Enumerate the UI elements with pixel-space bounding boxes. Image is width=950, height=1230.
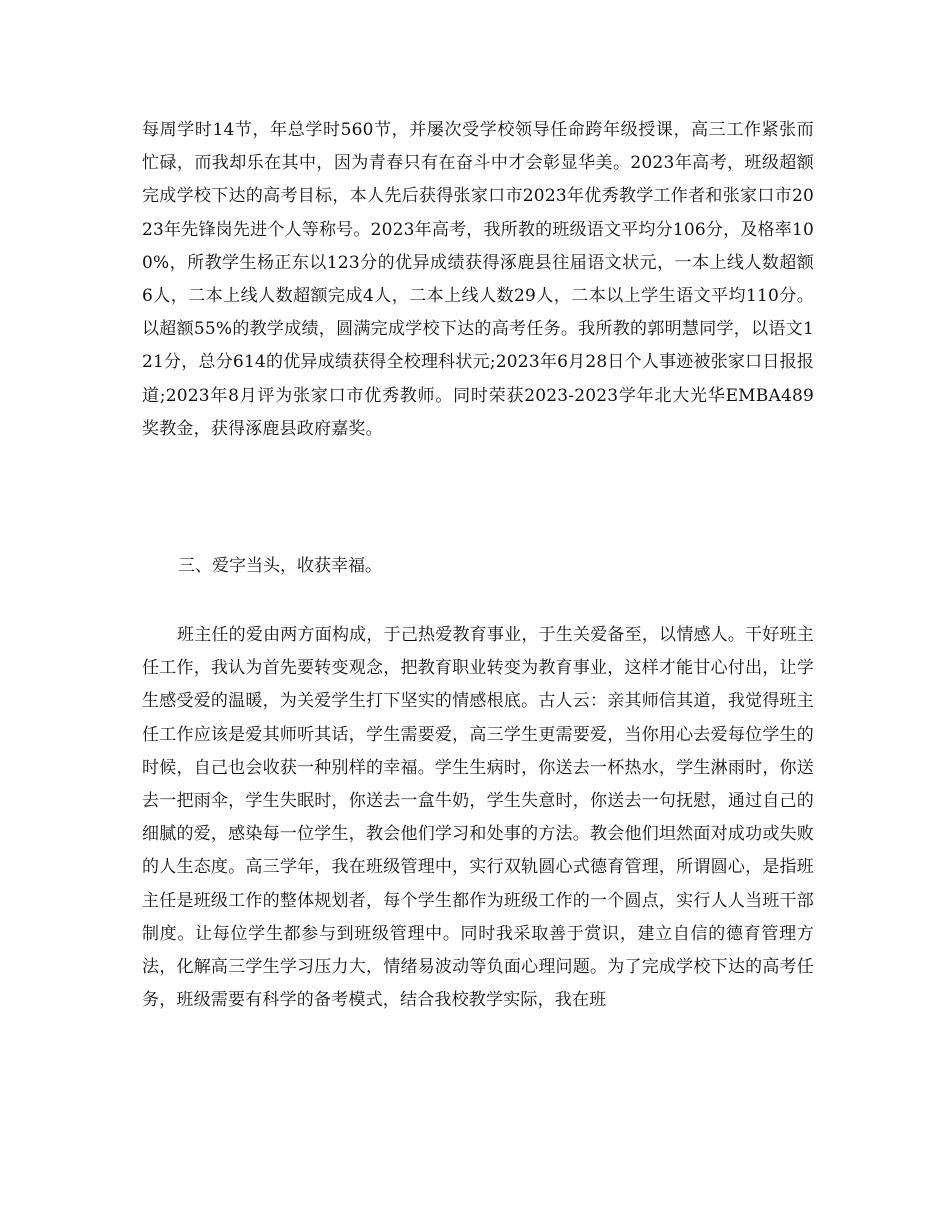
section-heading: 三、爱字当头，收获幸福。 [178,556,382,576]
body-paragraph-love: 班主任的爱由两方面构成，于己热爱教育事业，于生关爱备至，以情感人。干好班主任工作，我认为首先要转变观念，把教育职业转变为教育事业，这样才能甘心付出，让学生感受爱的温暖，为关爱学生打下坚实的情感根底。古人云：亲其师信其道，我觉得班主任工作应该是爱其师听其话，学生需要爱，高三学生更需要爱，当你用心去爱每位学生的时候，自己也会收获一种别样的幸福。学生生病时，你送去一杯热水，学生淋雨时，你送去一把雨伞，学生失眠时，你送去一盒牛奶，学生失意时，你送去一句抚慰，通过自己的细腻的爱，感染每一位学生，教会他们学习和处事的方法。教会他们坦然面对成功或失败的人生态度。高三学年，我在班级管理中，实行双轨圆心式德育管理，所谓圆心，是指班主任是班级工作的整体规划者，每个学生都作为班级工作的一个圆点，实行人人当班干部制度。让每位学生都参与到班级管理中。同时我采取善于赏识，建立自信的德育管理方法，化解高三学生学习压力大，情绪易波动等负面心理问题。为了完成学校下达的高考任务，班级需要有科学的备考模式，结合我校教学实际，我在班 [142,625,814,1011]
body-paragraph-achievements: 每周学时14节，年总学时560节，并屡次受学校领导任命跨年级授课，高三工作紧张而忙碌，而我却乐在其中，因为青春只有在奋斗中才会彰显华美。2023年高考，班级超额完成学校下达的高考目标，本人先后获得张家口市2023年优秀教学工作者和张家口市2023年先锋岗先进个人等称号。2023年高考，我所教的班级语文平均分106分，及格率100%，所教学生杨正东以123分的优异成绩获得涿鹿县往届语文状元，一本上线人数超额6人，二本上线人数超额完成4人，二本上线人数29人，二本以上学生语文平均110分。以超额55%的教学成绩，圆满完成学校下达的高考任务。我所教的郭明慧同学，以语文121分，总分614的优异成绩获得全校理科状元;2023年6月28日个人事迹被张家口日报报道;2023年8月评为张家口市优秀教师。同时荣获2023-2023学年北大光华EMBA489奖教金，获得涿鹿县政府嘉奖。 [142,120,814,439]
